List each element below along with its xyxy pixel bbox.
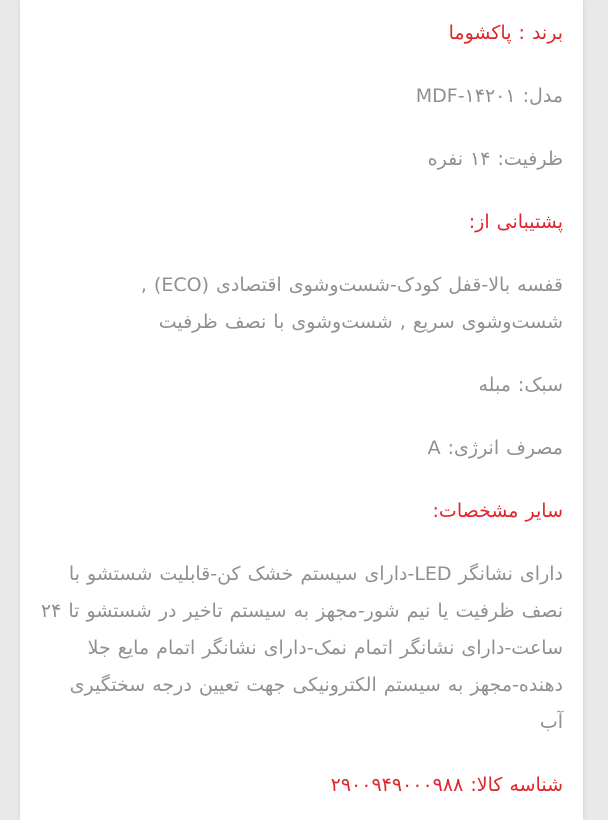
brand-heading: برند : پاکشوما bbox=[448, 22, 563, 44]
supports-text: قفسه بالا-قفل کودک-شست‌وشوی اقتصادی (ECO) , شست‌وشوی سریع , شست‌وشوی با نصف ظرفیت bbox=[140, 274, 563, 333]
product-id: شناسه کالا: ۲۹۰۰۹۴۹۰۰۰۹۸۸ bbox=[330, 774, 563, 796]
other-specs-heading: سایر مشخصات: bbox=[432, 500, 563, 522]
capacity-row: ظرفیت: ۱۴ نفره bbox=[427, 148, 563, 170]
energy-row: مصرف انرژی: A bbox=[427, 437, 563, 459]
model-value: MDF-۱۴۲۰۱ bbox=[415, 85, 516, 107]
product-details-card bbox=[20, 0, 583, 820]
supports-heading: پشتیبانی از: bbox=[468, 211, 563, 233]
model-row bbox=[40, 78, 563, 115]
style-row: سبک: مبله bbox=[478, 374, 563, 396]
other-specs-text: دارای نشانگر LED-دارای سیستم خشک کن-قابلیت شستشو با نصف ظرفیت یا نیم شور-مجهز به سیستم تاخیر در شستشو تا ۲۴ ساعت-دارای نشانگر اتمام نمک-دارای نشانگر اتمام مایع جلا دهنده-مجهز به سیستم الکترونیکی جهت تعیین درجه سختگیری آب bbox=[40, 563, 563, 733]
model-label: مدل: bbox=[522, 85, 563, 107]
